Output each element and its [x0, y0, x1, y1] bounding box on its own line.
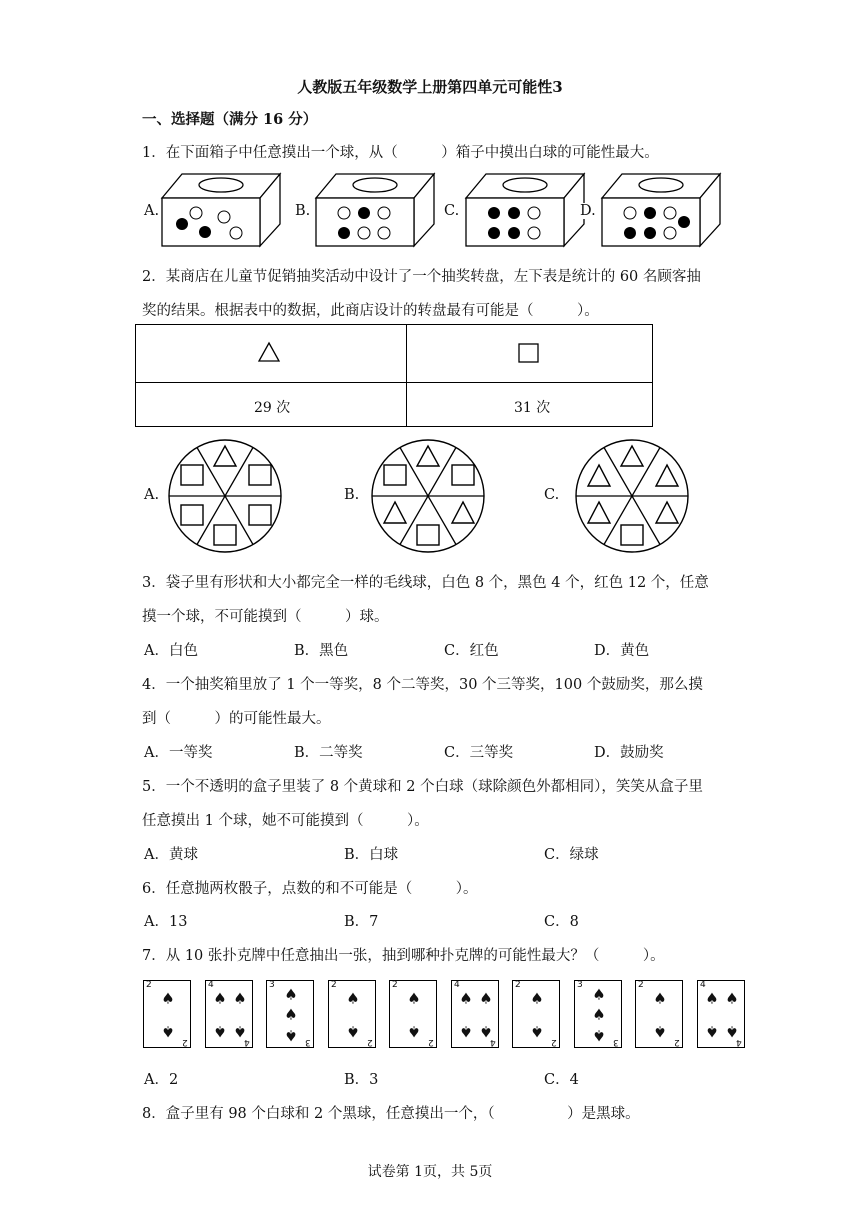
card-rank: 3: [269, 980, 275, 990]
card-rank-inverted: 4: [736, 1037, 742, 1047]
question-2-line2: 奖的结果。根据表中的数据，此商店设计的转盘最有可能是（ ）。: [142, 303, 599, 319]
square-count: 31 次: [514, 400, 551, 416]
q1-option-c-label: C.: [444, 203, 460, 219]
spade-icon: ♠: [479, 1022, 493, 1041]
card-rank-inverted: 4: [490, 1037, 496, 1047]
q5-option-c: C．绿球: [544, 847, 599, 863]
playing-card-2: [635, 980, 683, 1048]
question-2-line1: 2．某商店在儿童节促销抽奖活动中设计了一个抽奖转盘，左下表是统计的 60 名顾客抽: [142, 269, 701, 285]
spade-icon: ♠: [161, 989, 175, 1008]
q6-option-c: C．8: [544, 914, 579, 930]
card-rank-inverted: 2: [367, 1037, 373, 1047]
card-rank-inverted: 2: [182, 1037, 188, 1047]
q1-box-a: [160, 172, 282, 248]
result-table: [135, 324, 653, 427]
playing-card-3: [574, 980, 622, 1048]
spade-icon: ♠: [653, 1022, 667, 1041]
question-4-line1: 4．一个抽奖箱里放了 1 个一等奖，8 个二等奖，30 个三等奖，100 个鼓励奖，那么摸: [142, 677, 703, 693]
q5-option-b: B．白球: [344, 847, 399, 863]
card-rank: 4: [208, 980, 214, 990]
question-4-line2: 到（ ）的可能性最大。: [142, 711, 331, 727]
card-rank-inverted: 4: [244, 1037, 250, 1047]
playing-card-4: [451, 980, 499, 1048]
playing-card-2: [389, 980, 437, 1048]
playing-card-4: [205, 980, 253, 1048]
page-title: 人教版五年级数学上册第四单元可能性3: [297, 78, 563, 96]
question-5-line1: 5．一个不透明的盒子里装了 8 个黄球和 2 个白球（球除颜色外都相同），笑笑从盒子里: [142, 779, 703, 795]
q4-option-b: B．二等奖: [294, 745, 363, 761]
card-rank: 2: [515, 980, 521, 990]
spade-icon: ♠: [530, 989, 544, 1008]
spade-icon: ♠: [346, 1022, 360, 1041]
spade-icon: ♠: [592, 1026, 606, 1045]
triangle-icon: [257, 341, 281, 363]
q1-option-a-label: A.: [144, 203, 160, 219]
card-rank: 2: [638, 980, 644, 990]
card-rank-inverted: 3: [305, 1037, 311, 1047]
spade-icon: ♠: [592, 985, 606, 1004]
spade-icon: ♠: [284, 1026, 298, 1045]
q3-option-b: B．黑色: [294, 643, 349, 659]
q1-box-b: [314, 172, 436, 248]
q3-option-c: C．红色: [444, 643, 499, 659]
q7-option-a: A．2: [144, 1072, 179, 1088]
q1-box-d: [600, 172, 722, 248]
q2-option-b-label: B.: [344, 487, 360, 503]
spade-icon: ♠: [213, 1022, 227, 1041]
q3-option-a: A．白色: [144, 643, 198, 659]
card-rank-inverted: 3: [613, 1037, 619, 1047]
card-rank: 2: [392, 980, 398, 990]
spade-icon: ♠: [459, 989, 473, 1008]
playing-card-2: [328, 980, 376, 1048]
playing-card-2: [143, 980, 191, 1048]
spade-icon: ♠: [705, 1022, 719, 1041]
q2-option-a-label: A.: [144, 487, 160, 503]
page-footer: 试卷第 1页，共 5页: [367, 1164, 493, 1180]
card-rank-inverted: 2: [428, 1037, 434, 1047]
spade-icon: ♠: [459, 1022, 473, 1041]
card-rank: 4: [700, 980, 706, 990]
q4-option-c: C．三等奖: [444, 745, 514, 761]
card-rank: 4: [454, 980, 460, 990]
q2-wheel-c: [573, 437, 691, 555]
q4-option-a: A．一等奖: [144, 745, 213, 761]
spade-icon: ♠: [407, 1022, 421, 1041]
spade-icon: ♠: [479, 989, 493, 1008]
spade-icon: ♠: [530, 1022, 544, 1041]
spade-icon: ♠: [346, 989, 360, 1008]
spade-icon: ♠: [725, 1022, 739, 1041]
triangle-count: 29 次: [254, 400, 291, 416]
question-6-text: 6．任意抛两枚骰子，点数的和不可能是（ ）。: [142, 881, 478, 897]
spade-icon: ♠: [284, 985, 298, 1004]
q1-option-d-label: D.: [580, 203, 596, 219]
q7-option-b: B．3: [344, 1072, 379, 1088]
question-1-text: 1．在下面箱子中任意摸出一个球，从（ ）箱子中摸出白球的可能性最大。: [142, 145, 659, 161]
spade-icon: ♠: [592, 1005, 606, 1024]
card-rank: 3: [577, 980, 583, 990]
q7-option-c: C．4: [544, 1072, 579, 1088]
q5-option-a: A．黄球: [144, 847, 198, 863]
spade-icon: ♠: [284, 1005, 298, 1024]
q1-box-c: [464, 172, 586, 248]
q1-option-b-label: B.: [295, 203, 311, 219]
spade-icon: ♠: [233, 989, 247, 1008]
card-rank: 2: [146, 980, 152, 990]
spade-icon: ♠: [653, 989, 667, 1008]
q6-option-a: A．13: [144, 914, 188, 930]
question-8-text: 8．盒子里有 98 个白球和 2 个黑球，任意摸出一个，（ ）是黑球。: [142, 1106, 640, 1122]
spade-icon: ♠: [161, 1022, 175, 1041]
spade-icon: ♠: [213, 989, 227, 1008]
q3-option-d: D．黄色: [594, 643, 650, 659]
q2-option-c-label: C.: [544, 487, 560, 503]
playing-card-4: [697, 980, 745, 1048]
q2-wheel-b: [369, 437, 487, 555]
section-heading: 一、选择题（满分 16 分）: [142, 111, 318, 128]
question-5-line2: 任意摸出 1 个球，她不可能摸到（ ）。: [142, 813, 429, 829]
question-3-line2: 摸一个球，不可能摸到（ ）球。: [142, 609, 389, 625]
card-rank: 2: [331, 980, 337, 990]
question-7-text: 7．从 10 张扑克牌中任意抽出一张，抽到哪种扑克牌的可能性最大？（ ）。: [142, 948, 665, 964]
spade-icon: ♠: [233, 1022, 247, 1041]
q4-option-d: D．鼓励奖: [594, 745, 664, 761]
question-3-line1: 3．袋子里有形状和大小都完全一样的毛线球，白色 8 个，黑色 4 个，红色 12 个，任意: [142, 575, 709, 591]
playing-card-3: [266, 980, 314, 1048]
card-rank-inverted: 2: [551, 1037, 557, 1047]
spade-icon: ♠: [705, 989, 719, 1008]
q6-option-b: B．7: [344, 914, 379, 930]
spade-icon: ♠: [725, 989, 739, 1008]
spade-icon: ♠: [407, 989, 421, 1008]
square-icon: [517, 342, 541, 364]
card-rank-inverted: 2: [674, 1037, 680, 1047]
q2-wheel-a: [166, 437, 284, 555]
playing-card-2: [512, 980, 560, 1048]
